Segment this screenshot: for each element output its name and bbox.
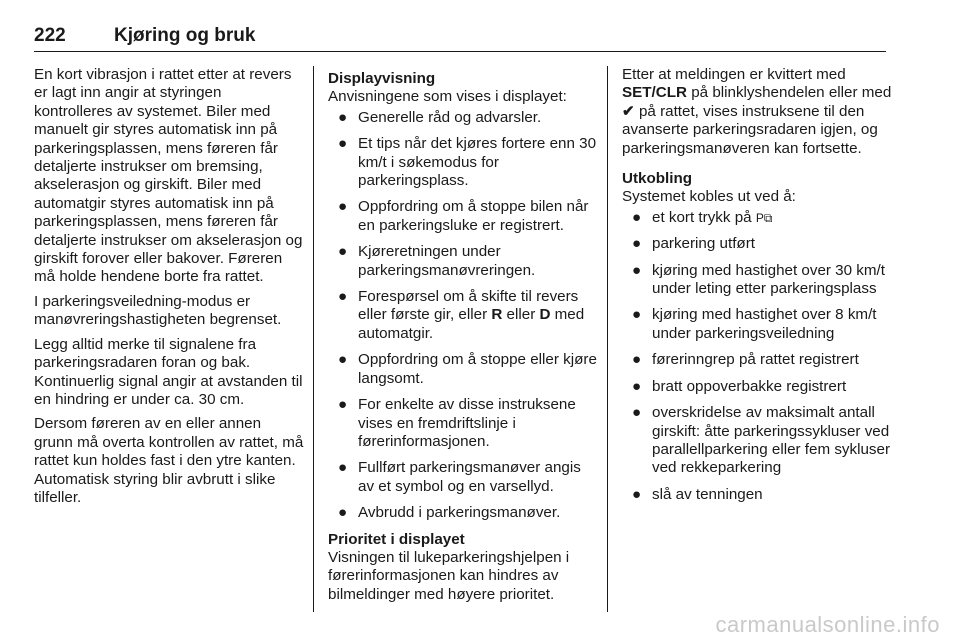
- paragraph: I parkeringsveiledning-modus er manøvreringshastigheten begrenset.: [34, 292, 282, 329]
- bullet-icon: ●: [338, 198, 348, 216]
- list-item: ● kjøring med hastighet over 8 km/t under parkeringsveiledning: [632, 306, 877, 342]
- list-item: ● bratt oppoverbakke registrert: [632, 377, 847, 395]
- paragraph: Legg alltid merke til signalene fra parkeringsradaren foran og bak. Kontinuerlig signal angir at avstanden til en hindring er under ca. 30 cm.: [34, 335, 303, 408]
- paragraph: Systemet kobles ut ved å:: [622, 188, 796, 206]
- bullet-list: [622, 209, 892, 504]
- bullet-icon: ●: [338, 459, 348, 477]
- list-item: ● Forespørsel om å skifte til revers eller første gir, eller R eller D med automatgir.: [338, 288, 585, 342]
- list-item: ● Oppfordring om å stoppe bilen når en parkeringsluke er registrert.: [338, 198, 589, 234]
- bullet-icon: ●: [632, 485, 642, 503]
- page-header: [34, 25, 886, 52]
- gear-r-label: R: [491, 306, 503, 324]
- bullet-icon: ●: [632, 208, 642, 226]
- chapter-title: Kjøring og bruk: [114, 25, 256, 46]
- list-item: ● et kort trykk på P⧉: [632, 208, 773, 226]
- paragraph: Visningen til lukeparkeringshjelpen i førerinformasjonen kan hindres av bilmeldinger med høyere prioritet.: [328, 548, 570, 603]
- list-item: ● Kjøreretningen under parkeringsmanøvreringen.: [338, 243, 536, 279]
- bullet-icon: ●: [338, 288, 348, 306]
- section-heading: Prioritet i displayet: [328, 530, 465, 548]
- section-heading: Utkobling: [622, 170, 693, 188]
- column-2: [328, 66, 598, 610]
- list-item: ● parkering utført: [632, 235, 755, 253]
- bullet-icon: ●: [338, 504, 348, 522]
- column-divider: [313, 66, 314, 612]
- gear-d-label: D: [539, 306, 551, 324]
- list-item: ● Generelle råd og advarsler.: [338, 108, 542, 126]
- list-item: ● slå av tenningen: [632, 485, 763, 503]
- section-heading: Displayvisning: [328, 70, 436, 87]
- list-item: ● førerinngrep på rattet registrert: [632, 351, 859, 369]
- page-number: 222: [34, 25, 66, 46]
- list-item: ● For enkelte av disse instruksene vises en fremdriftslinje i førerinformasjonen.: [338, 396, 576, 450]
- paragraph: Dersom føreren av en eller annen grunn må overta kontrollen av rattet, må rattet kun holdes fast i den ytre kanten. Automatisk styring blir avbrutt i slike tilfeller.: [34, 415, 304, 506]
- bullet-icon: ●: [632, 377, 642, 395]
- bullet-icon: ●: [632, 235, 642, 253]
- list-item: ● Avbrudd i parkeringsmanøver.: [338, 504, 561, 522]
- set-clr-label: SET/CLR: [622, 84, 687, 102]
- bullet-icon: ●: [338, 396, 348, 414]
- bullet-icon: ●: [338, 108, 348, 126]
- bullet-icon: ●: [632, 306, 642, 324]
- list-item: ● Et tips når det kjøres fortere enn 30 km/t i søkemodus for parkeringsplass.: [338, 135, 597, 190]
- column-divider: [607, 66, 608, 612]
- bullet-list: [328, 109, 598, 523]
- paragraph: Anvisningene som vises i displayet:: [328, 88, 567, 106]
- bullet-icon: ●: [632, 261, 642, 279]
- check-icon: ✔: [622, 102, 635, 120]
- watermark: carmanualsonline.info: [715, 612, 940, 637]
- park-assist-icon: P⧉: [755, 210, 773, 225]
- list-item: ● Fullført parkeringsmanøver angis av et symbol og en varsellyd.: [338, 459, 581, 495]
- list-item: ● Oppfordring om å stoppe eller kjøre langsomt.: [338, 351, 597, 387]
- bullet-icon: ●: [632, 404, 642, 422]
- bullet-icon: ●: [338, 243, 348, 261]
- bullet-icon: ●: [632, 351, 642, 369]
- paragraph: En kort vibrasjon i rattet etter at revers er lagt inn angir at styringen kontrolleres av systemet. Biler med manuelt gir styres automatisk inn på parkeringsplassen, mens føreren får detaljerte instrukser om bremsing, akselerasjon og girskift. Biler med automatgir styres automatisk inn på parkeringsplassen, mens føreren får detaljerte instrukser om akselerasjon og girskift forover eller bakover. Føreren må holde hendene borte fra rattet.: [34, 66, 303, 286]
- bullet-icon: ●: [338, 351, 348, 369]
- paragraph: Etter at meldingen er kvittert med SET/CLR på blinklyshendelen eller med ✔ på rattet, vises instruksene til den avanserte parkeringsradaren igjen, og parkeringsmanøveren kan fortsette.: [622, 66, 892, 157]
- column-3: [622, 66, 892, 512]
- list-item: ● overskridelse av maksimalt antall girskift: åtte parkeringssykluser ved parallellparkering eller fem sykluser ved rekkeparkering: [632, 404, 891, 477]
- list-item: ● kjøring med hastighet over 30 km/t under leting etter parkeringsplass: [632, 261, 885, 298]
- column-1: [34, 66, 304, 513]
- bullet-icon: ●: [338, 135, 348, 153]
